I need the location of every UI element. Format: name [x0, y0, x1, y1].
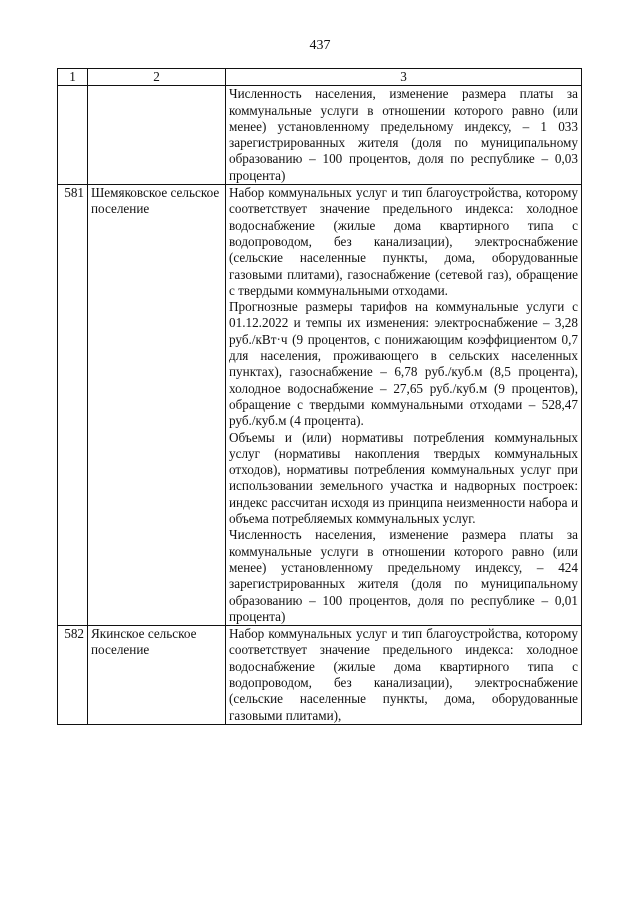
column-header-2: 2 [88, 69, 226, 86]
table-row [58, 626, 582, 725]
description-paragraph: Набор коммунальных услуг и тип благоустройства, которому соответствует значение предельного индекса: холодное водоснабжение (жилые дома квартирного типа с водопроводом, без канализации), электроснабжение (сельские населенные пункты, дома, оборудованные газовыми плитами), [229, 626, 578, 723]
table-row [58, 185, 582, 626]
settlement-name: Якинское сельское поселение [88, 626, 226, 725]
row-number: 581 [58, 185, 88, 626]
description-paragraph: Прогнозные размеры тарифов на коммунальные услуги с 01.12.2022 и темпы их изменения: электроснабжение – 3,28 руб./кВт·ч (9 процентов, с понижающим коэффициентом 0,7 для населения, проживающего в сельских населенных пунктах), газоснабжение – 6,78 руб./куб.м (8,5 процента), холодное водоснабжение – 27,65 руб./куб.м (9 процентов), обращение с твердыми коммунальными отходами – 528,47 руб./куб.м (4 процента). [229, 299, 578, 429]
description-paragraph: Объемы и (или) нормативы потребления коммунальных услуг (нормативы накопления твердых коммунальных отходов), нормативы потребления коммунальных услуг при использовании земельного участка и надворных построек: индекс рассчитан исходя из принципа неизменности набора и объема потребляемых коммунальных услуг. [229, 429, 578, 527]
row-description [226, 185, 582, 626]
settlement-name: Шемяковское сельское поселение [88, 185, 226, 626]
row-number [58, 86, 88, 185]
description-paragraph: Набор коммунальных услуг и тип благоустройства, которому соответствует значение предельного индекса: холодное водоснабжение (жилые дома квартирного типа с водопроводом, без канализации), электроснабжение (сельские населенные пункты, дома, оборудованные газовыми плитами), газоснабжение (сетевой газ), обращение с твердыми коммунальными отходами. [229, 185, 578, 298]
page-number: 437 [309, 38, 331, 53]
description-paragraph: Численность населения, изменение размера платы за коммунальные услуги в отношении которого равно (или менее) установленному предельному индексу, – 1 033 зарегистрированных жителя (доля по муниципальному образованию – 100 процентов, доля по республике – 0,03 процента) [229, 86, 578, 183]
settlement-name [88, 86, 226, 185]
row-description [226, 86, 582, 185]
tariff-table [57, 68, 582, 725]
column-header-3: 3 [226, 69, 582, 86]
row-description [226, 626, 582, 725]
table-row [58, 86, 582, 185]
row-number: 582 [58, 626, 88, 725]
column-header-1: 1 [58, 69, 88, 86]
table-header-row [58, 69, 582, 86]
description-paragraph: Численность населения, изменение размера платы за коммунальные услуги в отношении которого равно (или менее) установленному предельному индексу, – 424 зарегистрированных жителя (доля по муниципальному образованию – 100 процентов, доля по республике – 0,01 процента) [229, 527, 578, 624]
